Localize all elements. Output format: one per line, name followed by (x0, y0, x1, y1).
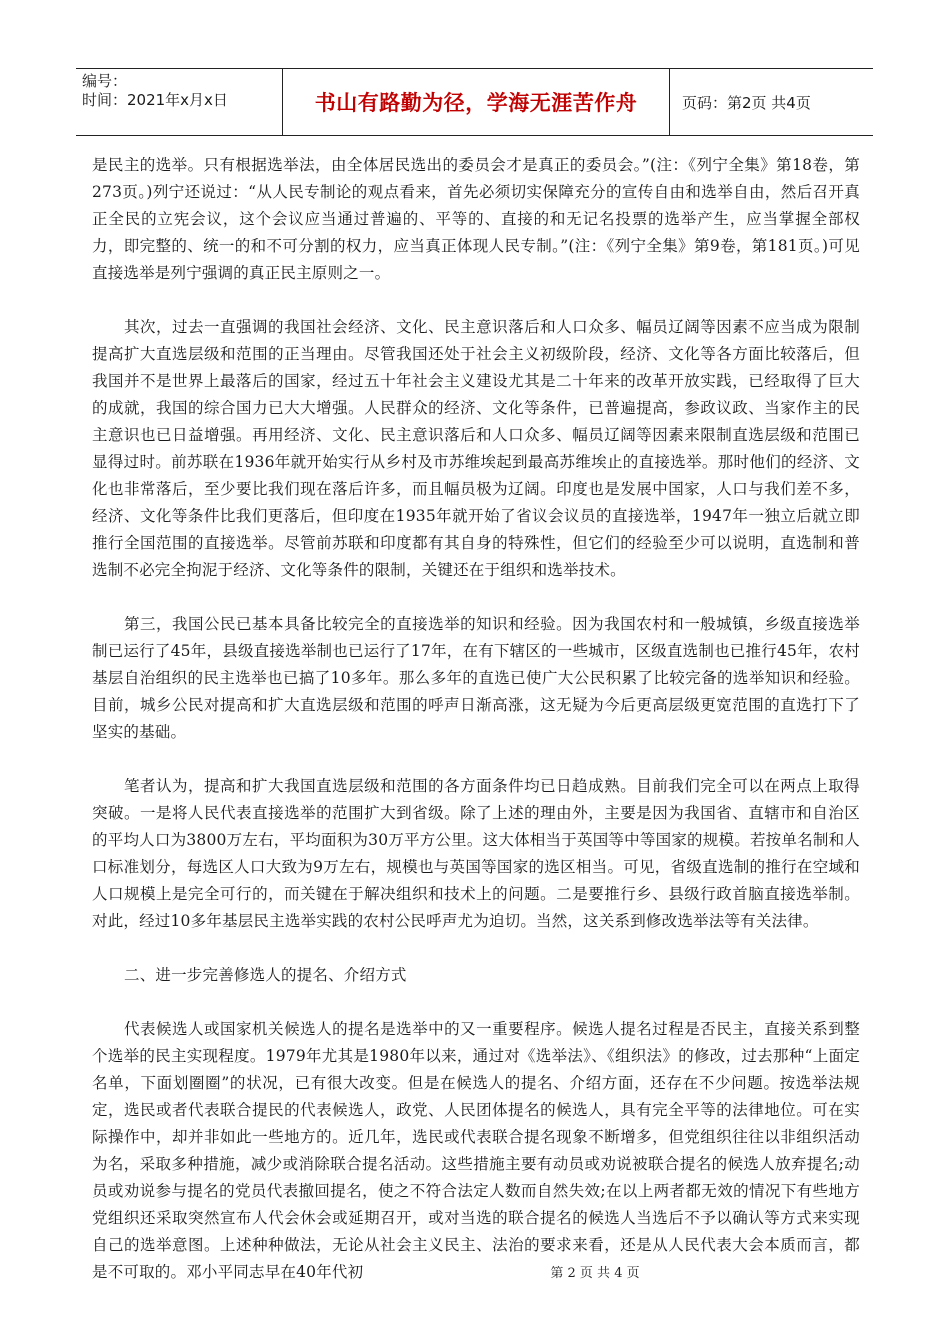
paragraph: 其次，过去一直强调的我国社会经济、文化、民主意识落后和人口众多、幅员辽阔等因素不应当成为限制提高扩大直选层级和范围的正当理由。尽管我国还处于社会主义初级阶段，经济、文化等各方面比较落后，但我国并不是世界上最落后的国家，经过五十年社会主义建设尤其是二十年来的改革开放实践，已经取得了巨大的成就，我国的综合国力已大大增强。人民群众的经济、文化等条件，已普遍提高，参政议政、当家作主的民主意识也已日益增强。再用经济、文化、民主意识落后和人口众多、幅员辽阔等因素来限制直选层级和范围已显得过时。前苏联在1936年就开始实行从乡村及市苏维埃起到最高苏维埃止的直接选举。那时他们的经济、文化也非常落后，至少要比我们现在落后许多，而且幅员极为辽阔。印度也是发展中国家，人口与我们差不多，经济、文化等条件比我们更落后，但印度在1935年就开始了省议会议员的直接选举，1947年一独立后就立即推行全国范围的直接选举。尽管前苏联和印度都有其自身的特殊性，但它们的经验至少可以说明，直选制和普选制不必完全拘泥于经济、文化等条件的限制，关键还在于组织和选举技术。 (92, 318, 860, 579)
paragraph: 代表候选人或国家机关候选人的提名是选举中的又一重要程序。候选人提名过程是否民主，直接关系到整个选举的民主实现程度。1979年尤其是1980年以来，通过对《选举法》、《组织法》的修改，过去那种“上面定名单，下面划圈圈”的状况，已有很大改变。但是在候选人的提名、介绍方面，还存在不少问题。按选举法规定，选民或者代表联合提民的代表候选人，政党、人民团体提名的候选人，具有完全平等的法律地位。可在实际操作中，却并非如此一些地方的。近几年，选民或代表联合提名现象不断增多，但党组织往往以非组织活动为名，采取多种措施，减少或消除联合提名活动。这些措施主要有动员或劝说被联合提名的候选人放弃提名;动员或劝说参与提名的党员代表撤回提名，使之不符合法定人数而自然失效;在以上两者都无效的情况下有些地方党组织还采取突然宣布人代会休会或延期召开，或对当选的联合提名的候选人当选后不予以确认等方式来实现自己的选举意图。上述种种做法，无论从社会主义民主、法治的要求来看，还是从人民代表大会本质而言，都是不可取的。邓小平同志早在40年代初 (92, 1020, 860, 1281)
document-date: 时间：2021年x月x日 (82, 91, 228, 109)
header-meta (76, 69, 283, 135)
paragraph: 第三，我国公民已基本具备比较完全的直接选举的知识和经验。因为我国农村和一般城镇，乡级直接选举制已运行了45年，县级直接选举制也已运行了17年，在有下辖区的一些城市，区级直选制也已推行45年，农村基层自治组织的民主选举也已搞了10多年。那么多年的直选已使广大公民积累了比较完备的选举知识和经验。目前，城乡公民对提高和扩大直选层级和范围的呼声日渐高涨，这无疑为今后更高层级更宽范围的直选打下了坚实的基础。 (92, 615, 860, 741)
paragraph: 笔者认为，提高和扩大我国直选层级和范围的各方面条件均已日趋成熟。目前我们完全可以在两点上取得突破。一是将人民代表直接选举的范围扩大到省级。除了上述的理由外，主要是因为我国省、直辖市和自治区的平均人口为3800万左右，平均面积为30万平方公里。这大体相当于英国等中等国家的规模。若按单名制和人口标准划分，每选区人口大致为9万左右，规模也与英国等国家的选区相当。可见，省级直选制的推行在空域和人口规模上是完全可行的，而关键在于解决组织和技术上的问题。二是要推行乡、县级行政首脑直接选举制。对此，经过10多年基层民主选举实践的农村公民呼声尤为迫切。当然，这关系到修改选举法等有关法律。 (92, 777, 860, 930)
footer-page-number: 第 2 页 共 4 页 (550, 1266, 640, 1281)
paragraph: 是民主的选举。只有根据选举法，由全体居民选出的委员会才是真正的委员会。”(注：《列宁全集》第18卷，第273页。)列宁还说过：“从人民专制论的观点看来，首先必须切实保障充分的宣传自由和选举自由，然后召开真正全民的立宪会议，这个会议应当通过普遍的、平等的、直接的和无记名投票的选举产生，应当掌握全部权力，即完整的、统一的和不可分割的权力，应当真正体现人民专制。”(注：《列宁全集》第9卷，第181页。)可见直接选举是列宁强调的真正民主原则之一。 (92, 156, 860, 282)
section-heading: 二、进一步完善修选人的提名、介绍方式 (124, 966, 407, 984)
header-page-number: 页码：第2页 共4页 (682, 93, 811, 112)
document-body (92, 152, 860, 1313)
page-header (76, 68, 873, 136)
document-number: 编号： (82, 72, 128, 90)
header-motto: 书山有路勤为径，学海无涯苦作舟 (283, 69, 670, 135)
page-footer (0, 1262, 950, 1281)
